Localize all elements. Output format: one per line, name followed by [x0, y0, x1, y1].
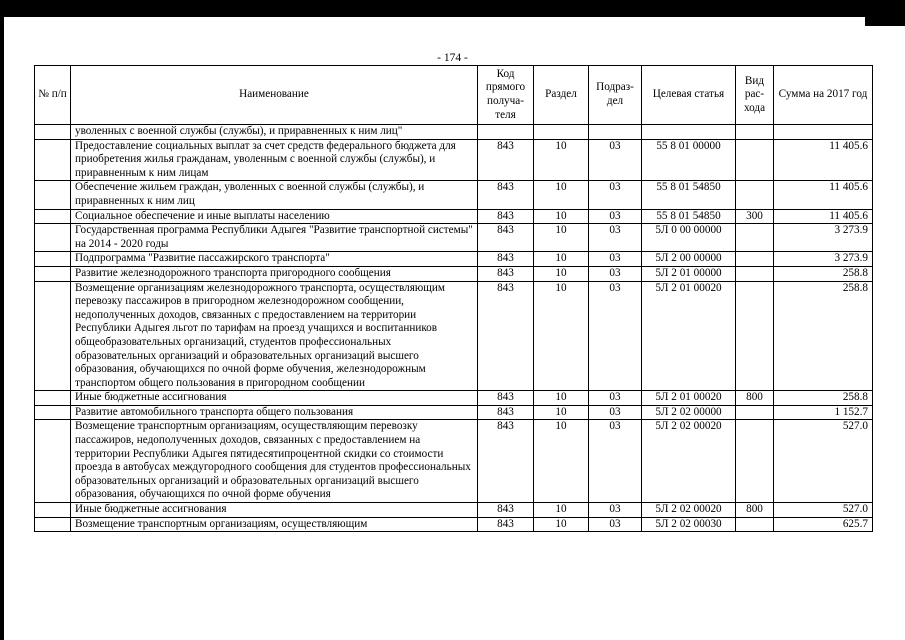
cell-subsection: 03: [589, 252, 642, 267]
header-section: Раздел: [534, 66, 589, 125]
cell-amount: 625.7: [774, 517, 873, 532]
cell-expense-type: [736, 252, 774, 267]
cell-subsection: 03: [589, 405, 642, 420]
table-row: [35, 139, 873, 181]
cell-name: Подпрограмма "Развитие пассажирского транспорта": [71, 252, 478, 267]
page-number: - 174 -: [437, 52, 468, 64]
table-row: [35, 517, 873, 532]
cell-subsection: 03: [589, 281, 642, 391]
cell-name: Возмещение транспортным организациям, осуществляющим перевозку пассажиров, недополученных доходов, связанных с предоставлением на территории Республики Адыгея пятидесятипроцентной скидки со стоимости проезда в автобусах междугородного сообщения для студентов профессиональных образовательных организаций и образовательных организаций высшего образования, обучающихся по очной форме обучения: [71, 420, 478, 503]
header-amount: Сумма на 2017 год: [774, 66, 873, 125]
cell-amount: 258.8: [774, 266, 873, 281]
cell-recipient-code: 843: [478, 503, 534, 518]
cell-num: [35, 125, 71, 140]
cell-recipient-code: 843: [478, 266, 534, 281]
cell-num: [35, 252, 71, 267]
cell-num: [35, 139, 71, 181]
cell-recipient-code: [478, 125, 534, 140]
cell-amount: 11 405.6: [774, 139, 873, 181]
cell-target-article: 5Л 2 00 00000: [642, 252, 736, 267]
table-row: [35, 405, 873, 420]
cell-subsection: 03: [589, 181, 642, 209]
cell-amount: 11 405.6: [774, 209, 873, 224]
table-row: [35, 181, 873, 209]
cell-num: [35, 503, 71, 518]
cell-recipient-code: 843: [478, 517, 534, 532]
cell-section: 10: [534, 420, 589, 503]
cell-name: уволенных с военной службы (службы), и приравненных к ним лиц": [71, 125, 478, 140]
cell-amount: 527.0: [774, 420, 873, 503]
cell-num: [35, 281, 71, 391]
cell-num: [35, 224, 71, 252]
cell-section: 10: [534, 405, 589, 420]
cell-expense-type: [736, 405, 774, 420]
cell-num: [35, 405, 71, 420]
header-subsection: Подраз-дел: [589, 66, 642, 125]
cell-expense-type: 800: [736, 391, 774, 406]
header-recipient-code: Код прямого получа-теля: [478, 66, 534, 125]
table-row: [35, 420, 873, 503]
cell-target-article: 5Л 2 02 00020: [642, 420, 736, 503]
cell-target-article: 55 8 01 00000: [642, 139, 736, 181]
cell-amount: 527.0: [774, 503, 873, 518]
table-row: [35, 281, 873, 391]
cell-num: [35, 517, 71, 532]
cell-target-article: 5Л 2 02 00030: [642, 517, 736, 532]
cell-target-article: 5Л 2 02 00000: [642, 405, 736, 420]
cell-amount: 258.8: [774, 391, 873, 406]
cell-target-article: 55 8 01 54850: [642, 209, 736, 224]
cell-expense-type: [736, 139, 774, 181]
cell-subsection: 03: [589, 139, 642, 181]
cell-target-article: [642, 125, 736, 140]
cell-recipient-code: 843: [478, 252, 534, 267]
table-body: [35, 125, 873, 532]
cell-name: Обеспечение жильем граждан, уволенных с военной службы (службы), и приравненных к ним лиц: [71, 181, 478, 209]
cell-section: 10: [534, 281, 589, 391]
cell-target-article: 5Л 2 01 00000: [642, 266, 736, 281]
table-row: [35, 209, 873, 224]
cell-subsection: 03: [589, 420, 642, 503]
cell-recipient-code: 843: [478, 181, 534, 209]
scan-border-corner: [865, 0, 905, 26]
cell-expense-type: [736, 517, 774, 532]
cell-amount: 11 405.6: [774, 181, 873, 209]
cell-recipient-code: 843: [478, 420, 534, 503]
cell-expense-type: [736, 125, 774, 140]
cell-subsection: 03: [589, 517, 642, 532]
cell-subsection: 03: [589, 224, 642, 252]
cell-subsection: 03: [589, 391, 642, 406]
table-row: [35, 266, 873, 281]
header-num: № п/п: [35, 66, 71, 125]
cell-name: Развитие автомобильного транспорта общего пользования: [71, 405, 478, 420]
cell-subsection: [589, 125, 642, 140]
cell-name: Государственная программа Республики Адыгея "Развитие транспортной системы" на 2014 - 2020 годы: [71, 224, 478, 252]
cell-section: 10: [534, 181, 589, 209]
cell-amount: 1 152.7: [774, 405, 873, 420]
cell-target-article: 55 8 01 54850: [642, 181, 736, 209]
cell-num: [35, 181, 71, 209]
cell-num: [35, 391, 71, 406]
cell-section: [534, 125, 589, 140]
cell-name: Развитие железнодорожного транспорта пригородного сообщения: [71, 266, 478, 281]
cell-recipient-code: 843: [478, 391, 534, 406]
cell-expense-type: [736, 420, 774, 503]
header-expense-type: Вид рас-хода: [736, 66, 774, 125]
cell-name: Предоставление социальных выплат за счет средств федерального бюджета для приобретения жилья гражданам, уволенным с военной службы (службы), и приравненным к ним лицам: [71, 139, 478, 181]
cell-section: 10: [534, 266, 589, 281]
scan-border-top: [0, 0, 905, 17]
cell-expense-type: 800: [736, 503, 774, 518]
table-header-row: [35, 66, 873, 125]
cell-name: Возмещение транспортным организациям, осуществляющим: [71, 517, 478, 532]
budget-table: [34, 65, 873, 532]
cell-section: 10: [534, 209, 589, 224]
cell-section: 10: [534, 252, 589, 267]
cell-name: Иные бюджетные ассигнования: [71, 503, 478, 518]
header-target-article: Целевая статья: [642, 66, 736, 125]
cell-expense-type: 300: [736, 209, 774, 224]
cell-target-article: 5Л 2 01 00020: [642, 391, 736, 406]
cell-expense-type: [736, 224, 774, 252]
cell-section: 10: [534, 391, 589, 406]
scan-border-left: [0, 0, 4, 640]
cell-target-article: 5Л 0 00 00000: [642, 224, 736, 252]
table-row: [35, 391, 873, 406]
cell-recipient-code: 843: [478, 281, 534, 391]
cell-subsection: 03: [589, 503, 642, 518]
cell-section: 10: [534, 139, 589, 181]
cell-section: 10: [534, 517, 589, 532]
cell-recipient-code: 843: [478, 224, 534, 252]
cell-name: Иные бюджетные ассигнования: [71, 391, 478, 406]
cell-amount: 3 273.9: [774, 252, 873, 267]
cell-subsection: 03: [589, 266, 642, 281]
cell-subsection: 03: [589, 209, 642, 224]
cell-recipient-code: 843: [478, 139, 534, 181]
cell-amount: [774, 125, 873, 140]
cell-expense-type: [736, 281, 774, 391]
table-row: [35, 224, 873, 252]
table-row: [35, 503, 873, 518]
cell-target-article: 5Л 2 01 00020: [642, 281, 736, 391]
header-name: Наименование: [71, 66, 478, 125]
cell-section: 10: [534, 224, 589, 252]
cell-recipient-code: 843: [478, 209, 534, 224]
cell-section: 10: [534, 503, 589, 518]
cell-name: Возмещение организациям железнодорожного транспорта, осуществляющим перевозку пассажиров в пригородном железнодорожном сообщении, недополученных доходов, связанных с предоставлением на территории Республики Адыгея льгот по тарифам на проезд учащихся и воспитанников общеобразовательных организаций, студентов профессиональных образовательных организаций и образовательных организаций высшего образования, обучающихся по очной форме обучения, железнодорожным транспортом общего пользования в пригородном сообщении: [71, 281, 478, 391]
cell-num: [35, 266, 71, 281]
cell-target-article: 5Л 2 02 00020: [642, 503, 736, 518]
cell-num: [35, 420, 71, 503]
cell-num: [35, 209, 71, 224]
table-row: [35, 125, 873, 140]
cell-amount: 258.8: [774, 281, 873, 391]
cell-expense-type: [736, 181, 774, 209]
cell-recipient-code: 843: [478, 405, 534, 420]
cell-name: Социальное обеспечение и иные выплаты населению: [71, 209, 478, 224]
cell-expense-type: [736, 266, 774, 281]
cell-amount: 3 273.9: [774, 224, 873, 252]
table-row: [35, 252, 873, 267]
